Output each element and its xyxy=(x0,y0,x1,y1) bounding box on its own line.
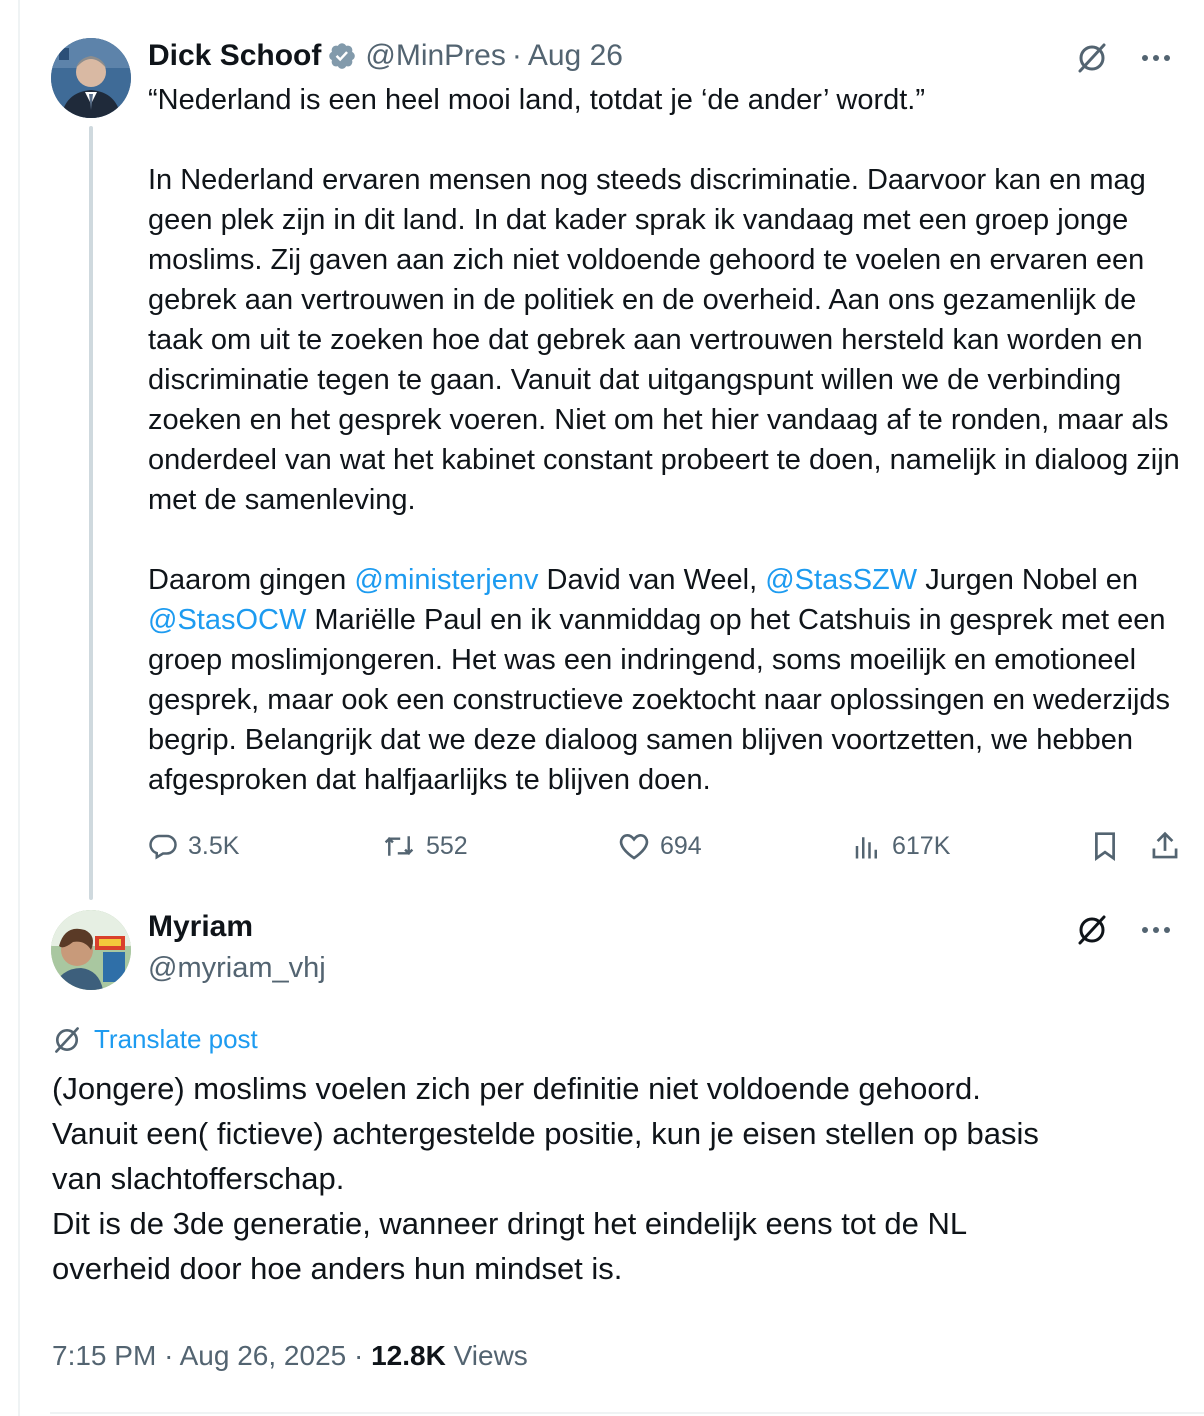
reply-author-name[interactable]: Myriam xyxy=(148,910,254,943)
tweet-paragraph: In Nederland ervaren mensen nog steeds discriminatie. Daarvoor kan en mag geen plek zijn in dit land. In dat kader sprak ik vandaag met een groep jonge moslims. Zij gaven aan zich niet voldoende gehoord te voelen en ervaren een gebrek aan vertrouwen in de politiek en de overheid. Aan ons gezamenlijk de taak om uit te zoeken hoe dat gebrek aan vertrouwen hersteld kan worden en discriminatie tegen te gaan. Vanuit dat uitgangspunt willen we de verbinding zoeken en het gesprek voeren. Niet om het hier vandaag af te ronden, maar als onderdeel van wat het kabinet constant probeert te doen, namelijk in dialoog zijn met de samenleving. xyxy=(148,164,1180,516)
views-count: 12.8K xyxy=(371,1340,446,1371)
post-date[interactable]: Aug 26 xyxy=(527,39,623,72)
author-name[interactable]: Dick Schoof xyxy=(148,39,322,72)
repost-count: 552 xyxy=(426,831,468,860)
avatar[interactable] xyxy=(51,38,131,118)
tweet-text xyxy=(148,80,1188,800)
mention-link[interactable]: @StasOCW xyxy=(148,604,307,636)
view-count: 617K xyxy=(892,831,951,860)
reply-button[interactable] xyxy=(148,824,239,868)
divider xyxy=(50,1412,1204,1414)
reply-text xyxy=(52,1066,1192,1291)
text-span: David van Weel, xyxy=(538,564,766,596)
text-span: Jurgen Nobel en xyxy=(917,564,1139,596)
views-button[interactable] xyxy=(852,824,950,868)
avatar[interactable] xyxy=(51,910,131,990)
post-metadata xyxy=(52,1340,528,1372)
reply-count: 3.5K xyxy=(188,831,240,860)
views-icon xyxy=(852,831,882,861)
reply-line: Dit is de 3de generatie, wanneer dringt het eindelijk eens tot de NL xyxy=(52,1206,968,1241)
reply-line: Vanuit een( fictieve) achtergestelde positie, kun je eisen stellen op basis xyxy=(52,1116,1039,1151)
bookmark-icon xyxy=(1090,830,1120,862)
grok-icon[interactable] xyxy=(1074,40,1110,76)
repost-button[interactable] xyxy=(382,824,468,868)
separator: · xyxy=(511,39,522,72)
text-span: Mariëlle Paul en ik vanmiddag op het Catshuis in gesprek met een groep moslimjongeren. Het was een indringend, soms moeilijk en emotioneel gesprek, maar ook een constructieve zoektocht naar oplossingen en wederzijds begrip. Belangrijk dat we deze dialoog samen blijven voortzetten, we hebben afgesproken dat halfjaarlijks te blijven doen. xyxy=(148,604,1171,796)
more-icon[interactable] xyxy=(1138,912,1174,948)
separator: · xyxy=(164,1340,174,1371)
tweet-paragraph: “Nederland is een heel mooi land, totdat je ‘de ander’ wordt.” xyxy=(148,84,926,116)
share-icon xyxy=(1150,830,1180,862)
frame-border xyxy=(18,0,20,1416)
reply-line: (Jongere) moslims voelen zich per definitie niet voldoende gehoord. xyxy=(52,1071,981,1106)
separator: · xyxy=(354,1340,364,1371)
reply-author-handle[interactable]: @myriam_vhj xyxy=(148,952,326,984)
reply-icon xyxy=(148,831,178,861)
tweet-top-actions xyxy=(1074,40,1174,76)
mention-link[interactable]: @StasSZW xyxy=(765,564,918,596)
bookmark-button[interactable] xyxy=(1090,824,1130,868)
reply-line: van slachtofferschap. xyxy=(52,1161,345,1196)
reply-line: overheid door hoe anders hun mindset is. xyxy=(52,1251,623,1286)
repost-icon xyxy=(382,831,416,861)
text-span: Daarom gingen xyxy=(148,564,355,596)
thread-connector xyxy=(89,126,93,900)
like-count: 694 xyxy=(660,831,702,860)
reply-top-actions xyxy=(1074,912,1174,948)
like-icon xyxy=(618,831,650,861)
author-handle[interactable]: @MinPres xyxy=(365,39,506,72)
translate-label: Translate post xyxy=(94,1024,258,1054)
translate-icon xyxy=(52,1025,82,1055)
share-button[interactable] xyxy=(1150,824,1190,868)
grok-icon[interactable] xyxy=(1074,912,1110,948)
verified-icon xyxy=(327,41,357,71)
tweet-paragraph xyxy=(148,560,1188,800)
mention-link[interactable]: @ministerjenv xyxy=(354,564,539,596)
like-button[interactable] xyxy=(618,824,702,868)
tweet-header xyxy=(148,36,623,76)
views-label: Views xyxy=(453,1340,528,1371)
post-full-date[interactable]: Aug 26, 2025 xyxy=(179,1340,347,1371)
engagement-bar xyxy=(148,824,1188,868)
translate-post-link[interactable] xyxy=(52,1024,258,1055)
post-time[interactable]: 7:15 PM xyxy=(52,1340,157,1371)
more-icon[interactable] xyxy=(1138,40,1174,76)
